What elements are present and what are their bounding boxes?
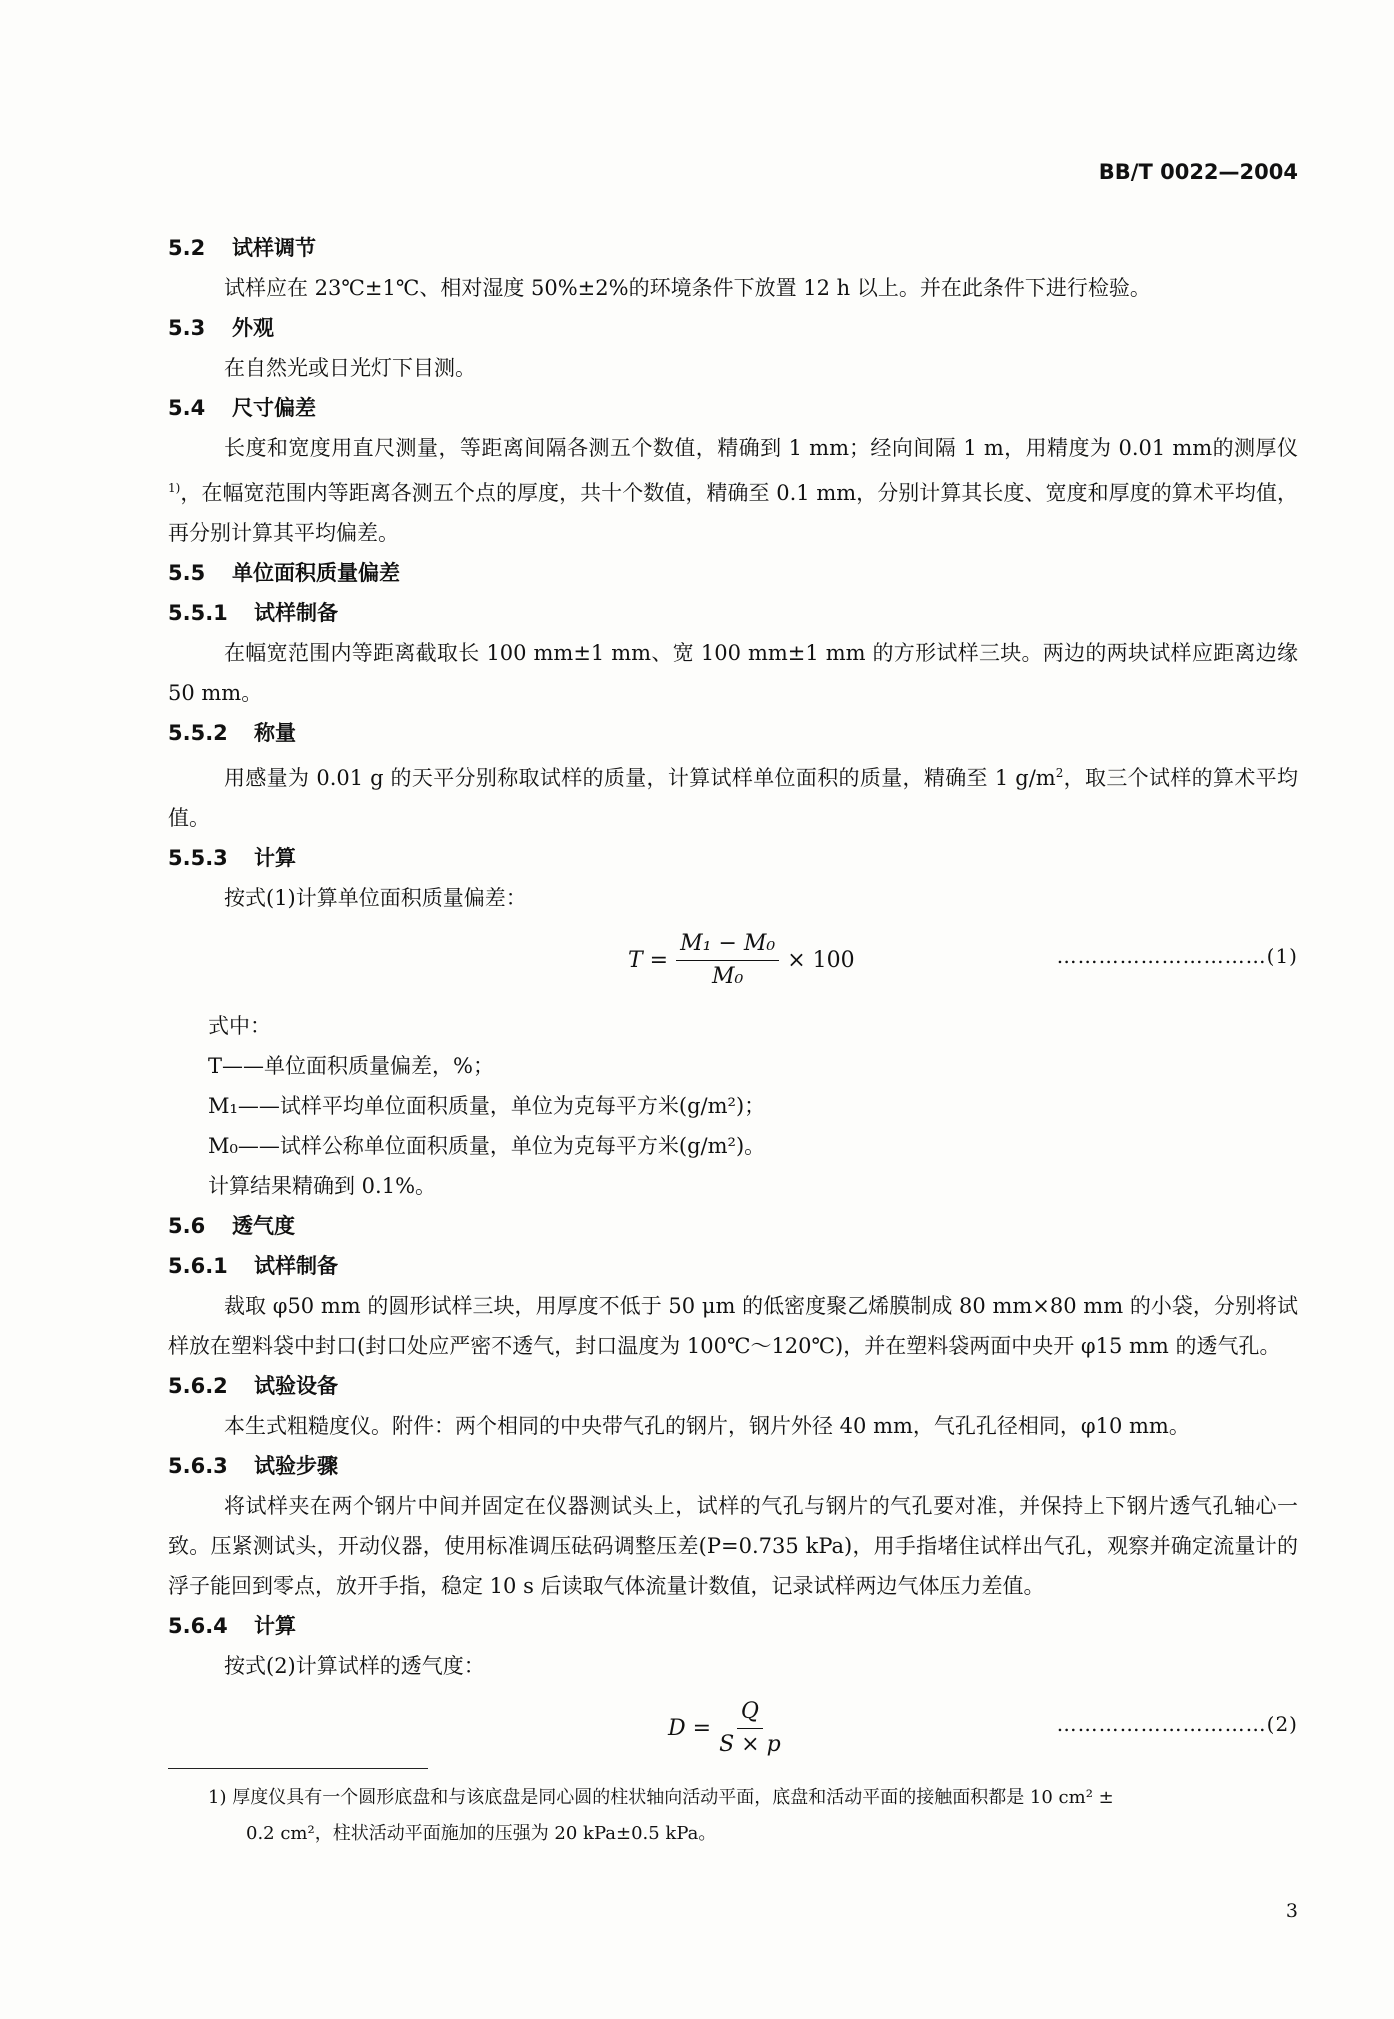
definition-m1: M₁——试样平均单位面积质量，单位为克每平方米(g/m²)； (208, 1094, 766, 1118)
paragraph-5-4: 长度和宽度用直尺测量，等距离间隔各测五个数值，精确到 1 mm；经向间隔 1 m，用精度为 0.01 mm的测厚仪$^{1)}$，在幅宽范围内等距离各测五个点的厚度，共十个数值，精确至 0.1 mm，分别计算其长度、宽度和厚度的算术平均值，再分别计算其平均偏差。 (168, 436, 1298, 545)
heading-5-6-3: 5.6.3 试验步骤 (168, 1454, 338, 1478)
heading-5-6: 5.6 透气度 (168, 1214, 295, 1238)
heading-5-5-1: 5.5.1 试样制备 (168, 601, 338, 625)
heading-5-5: 5.5 单位面积质量偏差 (168, 561, 400, 585)
paragraph-5-6-4: 按式(2)计算试样的透气度： (224, 1654, 485, 1678)
page-number: 3 (1285, 1900, 1298, 1922)
definitions-intro: 式中： (208, 1014, 271, 1038)
heading-5-3: 5.3 外观 (168, 316, 274, 340)
paragraph-5-3: 在自然光或日光灯下目测。 (224, 356, 476, 380)
heading-5-6-2: 5.6.2 试验设备 (168, 1374, 338, 1398)
paragraph-5-5-1: 在幅宽范围内等距离截取长 100 mm±1 mm、宽 100 mm±1 mm 的方形试样三块。两边的两块试样应距离边缘 50 mm。 (168, 641, 1298, 705)
formula-2-numerator: Q (737, 1698, 763, 1729)
heading-5-6-1: 5.6.1 试样制备 (168, 1254, 338, 1278)
formula-1-numerator: M₁ − M₀ (676, 930, 779, 961)
formula-1-number: …………………………(1) (1056, 944, 1298, 968)
footnote (208, 1780, 1298, 1852)
formula-1-denominator: M₀ (711, 964, 744, 989)
standard-code: BB/T 0022—2004 (1098, 160, 1298, 184)
paragraph-5-2: 试样应在 23℃±1℃、相对湿度 50%±2%的环境条件下放置 12 h 以上。并在此条件下进行检验。 (224, 276, 1151, 300)
paragraph-5-6-1: 裁取 φ50 mm 的圆形试样三块，用厚度不低于 50 μm 的低密度聚乙烯膜制成 80 mm×80 mm 的小袋，分别将试样放在塑料袋中封口(封口处应严密不透气，封口温度为 100℃～120℃)，并在塑料袋两面中央开 φ15 mm 的透气孔。 (168, 1294, 1298, 1358)
formula-1 (168, 918, 1298, 1006)
footnote-separator (168, 1768, 428, 1769)
heading-5-5-2: 5.5.2 称量 (168, 721, 296, 745)
formula-2-lhs: D = (668, 1716, 712, 1741)
paragraph-5-6-3: 将试样夹在两个钢片中间并固定在仪器测试头上，试样的气孔与钢片的气孔要对准，并保持上下钢片透气孔轴心一致。压紧测试头，开动仪器，使用标准调压砝码调整压差(P=0.735 kPa)，用手指堵住试样出气孔，观察并确定流量计的浮子能回到零点，放开手指，稳定 10 s 后读取气体流量计数值，记录试样两边气体压力差值。 (168, 1494, 1298, 1598)
formula-1-tail: × 100 (787, 948, 855, 973)
paragraph-5-5-2: 用感量为 0.01 g 的天平分别称取试样的质量，计算试样单位面积的质量，精确至 1 $g/m^2$，取三个试样的算术平均值。 (168, 766, 1298, 830)
body-text (168, 228, 1298, 1774)
formula-1-fraction (676, 930, 779, 991)
formula-2-fraction (719, 1698, 781, 1759)
paragraph-5-6-2: 本生式粗糙度仪。附件：两个相同的中央带气孔的钢片，钢片外径 40 mm，气孔孔径相同，φ10 mm。 (224, 1414, 1190, 1438)
definition-m0: M₀——试样公称单位面积质量，单位为克每平方米(g/m²)。 (208, 1134, 766, 1158)
footnote-ref: 1) (168, 481, 181, 495)
heading-5-2: 5.2 试样调节 (168, 236, 316, 260)
definition-t: T——单位面积质量偏差，%； (208, 1054, 494, 1078)
footnote-line-2: 0.2 cm²，柱状活动平面施加的压强为 20 kPa±0.5 kPa。 (246, 1823, 717, 1844)
formula-1-lhs: T = (628, 948, 669, 973)
formula-2-number: …………………………(2) (1056, 1712, 1298, 1736)
result-precision: 计算结果精确到 0.1%。 (208, 1174, 437, 1198)
heading-5-6-4: 5.6.4 计算 (168, 1614, 296, 1638)
formula-2-denominator: S × p (719, 1732, 781, 1757)
formula-2 (168, 1686, 1298, 1774)
heading-5-5-3: 5.5.3 计算 (168, 846, 296, 870)
formula-1-definitions (168, 1006, 1298, 1206)
heading-5-4: 5.4 尺寸偏差 (168, 396, 316, 420)
footnote-line-1: 1) 厚度仪具有一个圆形底盘和与该底盘是同心圆的柱状轴向活动平面，底盘和活动平面的接触面积都是 10 cm² ± (208, 1787, 1114, 1808)
paragraph-5-5-3: 按式(1)计算单位面积质量偏差： (224, 886, 527, 910)
